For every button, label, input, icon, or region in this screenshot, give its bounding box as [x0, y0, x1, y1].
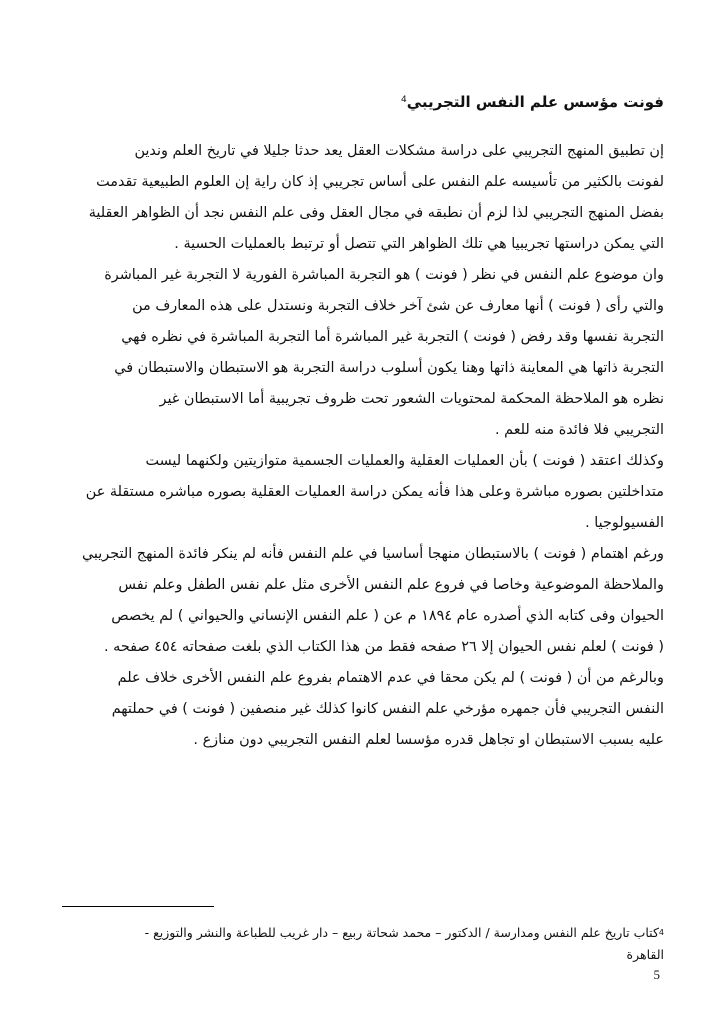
section-heading-text: فونت مؤسس علم النفس التجريبي	[406, 93, 664, 111]
text-line: الحيوان وفى كتابه الذي أصدره عام ١٨٩٤ م عن ( علم النفس الإنساني والحيواني ) لم يخصص	[111, 608, 664, 624]
footnote-text: كتاب تاريخ علم النفس ومدارسة / الدكتور – محمد شحاتة ربيع – دار غريب للطباعة والنشر والتوزيع -	[144, 925, 659, 940]
text-line: والملاحظة الموضوعية وخاصا في فروع علم النفس الأخرى مثل علم نفس الطفل وعلم نفس	[118, 577, 664, 593]
text-line: ( فونت ) لعلم نفس الحيوان إلا ٢٦ صفحه فقط من هذا الكتاب الذي بلغت صفحاته ٤٥٤ صفحه .	[104, 639, 664, 655]
text-line: التجربة ذاتها هي المعاينة ذاتها وهنا يكون أسلوب دراسة التجربة هو الاستبطان والاستبطان في	[114, 360, 664, 376]
text-line: وان موضوع علم النفس في نظر ( فونت ) هو التجربة المباشرة الفورية لا التجربة غير المباشرة	[104, 267, 664, 283]
footnote-reference: 4	[400, 95, 407, 105]
footnote	[100, 922, 664, 944]
text-line: وبالرغم من أن ( فونت ) لم يكن محقا في عدم الاهتمام بفروع علم النفس الأخرى خلاف علم	[117, 670, 664, 686]
text-line: وكذلك اعتقد ( فونت ) بأن العمليات العقلية والعمليات الجسمية متوازيتين ولكنهما ليست	[145, 453, 664, 469]
text-line: التجريبي فلا فائدة منه للعم .	[494, 422, 664, 438]
text-line: متداخلتين بصوره مباشرة وعلى هذا فأنه يمكن دراسة العمليات العقلية بصوره مباشره مستقلة عن	[85, 484, 664, 500]
section-heading	[60, 92, 664, 112]
footnote-city: القاهرة	[626, 947, 664, 962]
text-line: إن تطبيق المنهج التجريبي على دراسة مشكلات العقل يعد حدثا جليلا في تاريخ العلم وندين	[134, 143, 664, 159]
text-line: نظره هو الملاحظة المحكمة لمحتويات الشعور تحت ظروف تجريبية أما الاستبطان غير	[159, 391, 664, 407]
text-line: الفسيولوجيا .	[585, 515, 664, 531]
text-line: والتي رأى ( فونت ) أنها معارف عن شئ آخر خلاف التجربة ونستدل على هذه المعارف من	[132, 298, 664, 314]
text-line: التي يمكن دراستها تجريبيا هي تلك الظواهر التي تتصل أو ترتبط بالعمليات الحسية .	[174, 236, 664, 252]
footnote-divider	[62, 906, 214, 907]
text-line: التجربة نفسها وقد رفض ( فونت ) التجربة غير المباشرة أما التجربة المباشرة في نظره فهي	[121, 329, 664, 345]
text-line: عليه بسبب الاستبطان او تجاهل قدره مؤسسا لعلم النفس التجريبي دون منازع .	[193, 732, 664, 748]
text-line: لفونت بالكثير من تأسيسه علم النفس على أساس تجريبي إذ كان راية إن العلوم الطبيعية تقدمت	[96, 174, 664, 190]
text-line: ورغم اهتمام ( فونت ) بالاستبطان منهجا أساسيا في علم النفس فأنه لم ينكر فائدة المنهج التجريبي	[81, 546, 664, 562]
text-line: بفضل المنهج التجريبي لذا لزم أن نطبقه في مجال العقل وفى علم النفس نجد أن الظواهر العقلية	[88, 205, 664, 221]
footnote-number: 4	[658, 928, 664, 937]
page-number: 5	[653, 967, 660, 982]
body-text	[62, 136, 664, 756]
text-line: النفس التجريبي فأن جمهره مؤرخي علم النفس كانوا كذلك غير منصفين ( فونت ) في حملتهم	[111, 701, 664, 717]
